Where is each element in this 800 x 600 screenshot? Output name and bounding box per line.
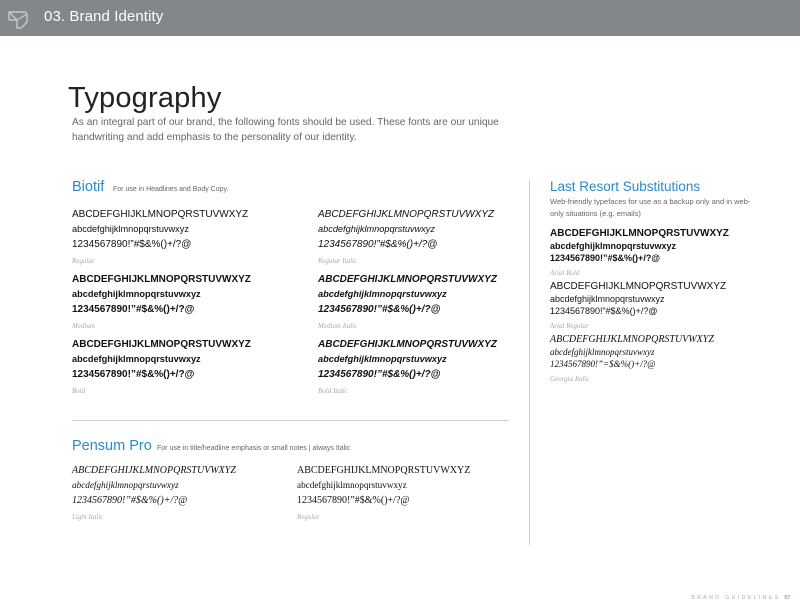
specimen-numerals: 1234567890!”#$&%()+/?@ — [297, 495, 410, 506]
specimen-lowercase: abcdefghijklmnopqrstuvwxyz — [72, 480, 179, 490]
specimen-uppercase: ABCDEFGHIJKLMNOPQRSTUVWXYZ — [72, 209, 249, 220]
specimen-numerals: 1234567890!”#$&%()+/?@ — [72, 495, 188, 506]
specimen-biotif-medium — [72, 274, 251, 330]
column-divider — [529, 180, 530, 545]
specimen-uppercase: ABCDEFGHIJKLMNOPQRSTUVWXYZ — [72, 465, 236, 476]
specimen-uppercase: ABCDEFGHIJKLMNOPQRSTUVWXYZ — [550, 334, 714, 345]
intro-text: As an integral part of our brand, the following fonts should be used. These fonts are our unique handwriting and add emphasis to the personality of our identity. — [72, 117, 499, 143]
specimen-label: Regular — [297, 513, 320, 521]
biotif-note: For use in Headlines and Body Copy. — [113, 186, 229, 193]
substitutions-description: Web-friendly typefaces for use as a backup only and in web-only situations (e.g. emails) — [550, 197, 751, 218]
footer-text: BRAND GUIDELINES — [691, 595, 781, 600]
specimen-numerals: 1234567890!”#$&%()+/?@ — [72, 304, 195, 315]
specimen-biotif-bold-italic — [318, 339, 497, 395]
substitutions-heading: Last Resort Substitutions — [550, 179, 701, 194]
pensum-heading: Pensum Pro — [72, 438, 152, 454]
specimen-numerals: 1234567890!”#$&%()+/?@ — [318, 304, 441, 315]
specimen-uppercase: ABCDEFGHIJKLMNOPQRSTUVWXYZ — [72, 274, 251, 285]
specimen-lowercase: abcdefghijklmnopqrstuvwxyz — [72, 224, 189, 234]
specimen-label: Light Italic — [72, 513, 104, 521]
specimen-numerals: 1234567890!”#$&%()+/?@ — [550, 253, 661, 263]
specimen-lowercase: abcdefghijklmnopqrstuvwxyz — [72, 289, 201, 299]
section-title: 03. Brand Identity — [44, 8, 164, 25]
specimen-label: Medium — [72, 322, 95, 330]
specimen-label: Regular Italic — [318, 257, 358, 265]
specimen-biotif-regular — [72, 209, 248, 265]
header-bar — [0, 0, 800, 36]
specimen-label: Arial Regular — [550, 321, 589, 330]
specimen-biotif-bold — [72, 339, 251, 395]
specimen-arial-bold — [550, 228, 729, 277]
specimen-numerals: 1234567890!”#$&%()+/?@ — [550, 306, 658, 316]
specimen-lowercase: abcdefghijklmnopqrstuvwxyz — [318, 289, 447, 299]
specimen-uppercase: ABCDEFGHIJKLMNOPQRSTUVWXYZ — [297, 465, 471, 476]
specimen-lowercase: abcdefghijklmnopqrstuvwxyz — [550, 346, 655, 357]
specimen-label: Georgia Italic — [550, 374, 590, 383]
specimen-uppercase: ABCDEFGHIJKLMNOPQRSTUVWXYZ — [550, 281, 727, 292]
specimen-label: Bold Italic — [318, 387, 348, 395]
specimen-label: Arial Bold — [550, 268, 580, 277]
specimen-uppercase: ABCDEFGHIJKLMNOPQRSTUVWXYZ — [72, 339, 251, 350]
specimen-numerals: 1234567890!”#$&%()+/?@ — [318, 239, 438, 250]
specimen-uppercase: ABCDEFGHIJKLMNOPQRSTUVWXYZ — [318, 339, 497, 350]
specimen-numerals: 1234567890!”#$&%()+/?@ — [72, 239, 192, 250]
section-divider — [72, 420, 509, 421]
specimen-pensum-light-italic — [72, 465, 236, 521]
specimen-numerals: 1234567890!”#$&%()+/?@ — [72, 369, 195, 380]
pensum-note: For use in title/headline emphasis or small notes | always Italic — [157, 445, 351, 452]
page-number: 07 — [784, 595, 790, 600]
specimen-lowercase: abcdefghijklmnopqrstuvwxyz — [550, 293, 665, 304]
specimen-lowercase: abcdefghijklmnopqrstuvwxyz — [72, 354, 201, 364]
specimen-numerals: 1234567890!”#$&%()+/?@ — [318, 369, 441, 380]
specimen-lowercase: abcdefghijklmnopqrstuvwxyz — [550, 240, 677, 251]
footer — [691, 595, 790, 600]
specimen-biotif-medium-italic — [318, 274, 497, 330]
specimen-label: Medium Italic — [318, 322, 358, 330]
specimen-label: Regular — [72, 257, 95, 265]
specimen-numerals: 1234567890!”=$&%()+/?@ — [550, 359, 656, 369]
specimen-label: Bold — [72, 387, 86, 395]
specimen-uppercase: ABCDEFGHIJKLMNOPQRSTUVWXYZ — [318, 274, 497, 285]
brand-mark-icon — [6, 7, 30, 31]
specimen-uppercase: ABCDEFGHIJKLMNOPQRSTUVWXYZ — [318, 209, 495, 220]
specimen-georgia-italic — [550, 334, 714, 383]
specimen-lowercase: abcdefghijklmnopqrstuvwxyz — [318, 354, 447, 364]
specimen-biotif-regular-italic — [318, 209, 494, 265]
biotif-heading: Biotif — [72, 179, 105, 195]
specimen-uppercase: ABCDEFGHIJKLMNOPQRSTUVWXYZ — [550, 228, 729, 239]
specimen-pensum-regular — [297, 465, 470, 521]
specimen-lowercase: abcdefghijklmnopqrstuvwxyz — [318, 224, 435, 234]
page-title: Typography — [68, 82, 222, 114]
specimen-arial-regular — [550, 281, 726, 330]
specimen-lowercase: abcdefghijklmnopqrstuvwxyz — [297, 480, 407, 490]
